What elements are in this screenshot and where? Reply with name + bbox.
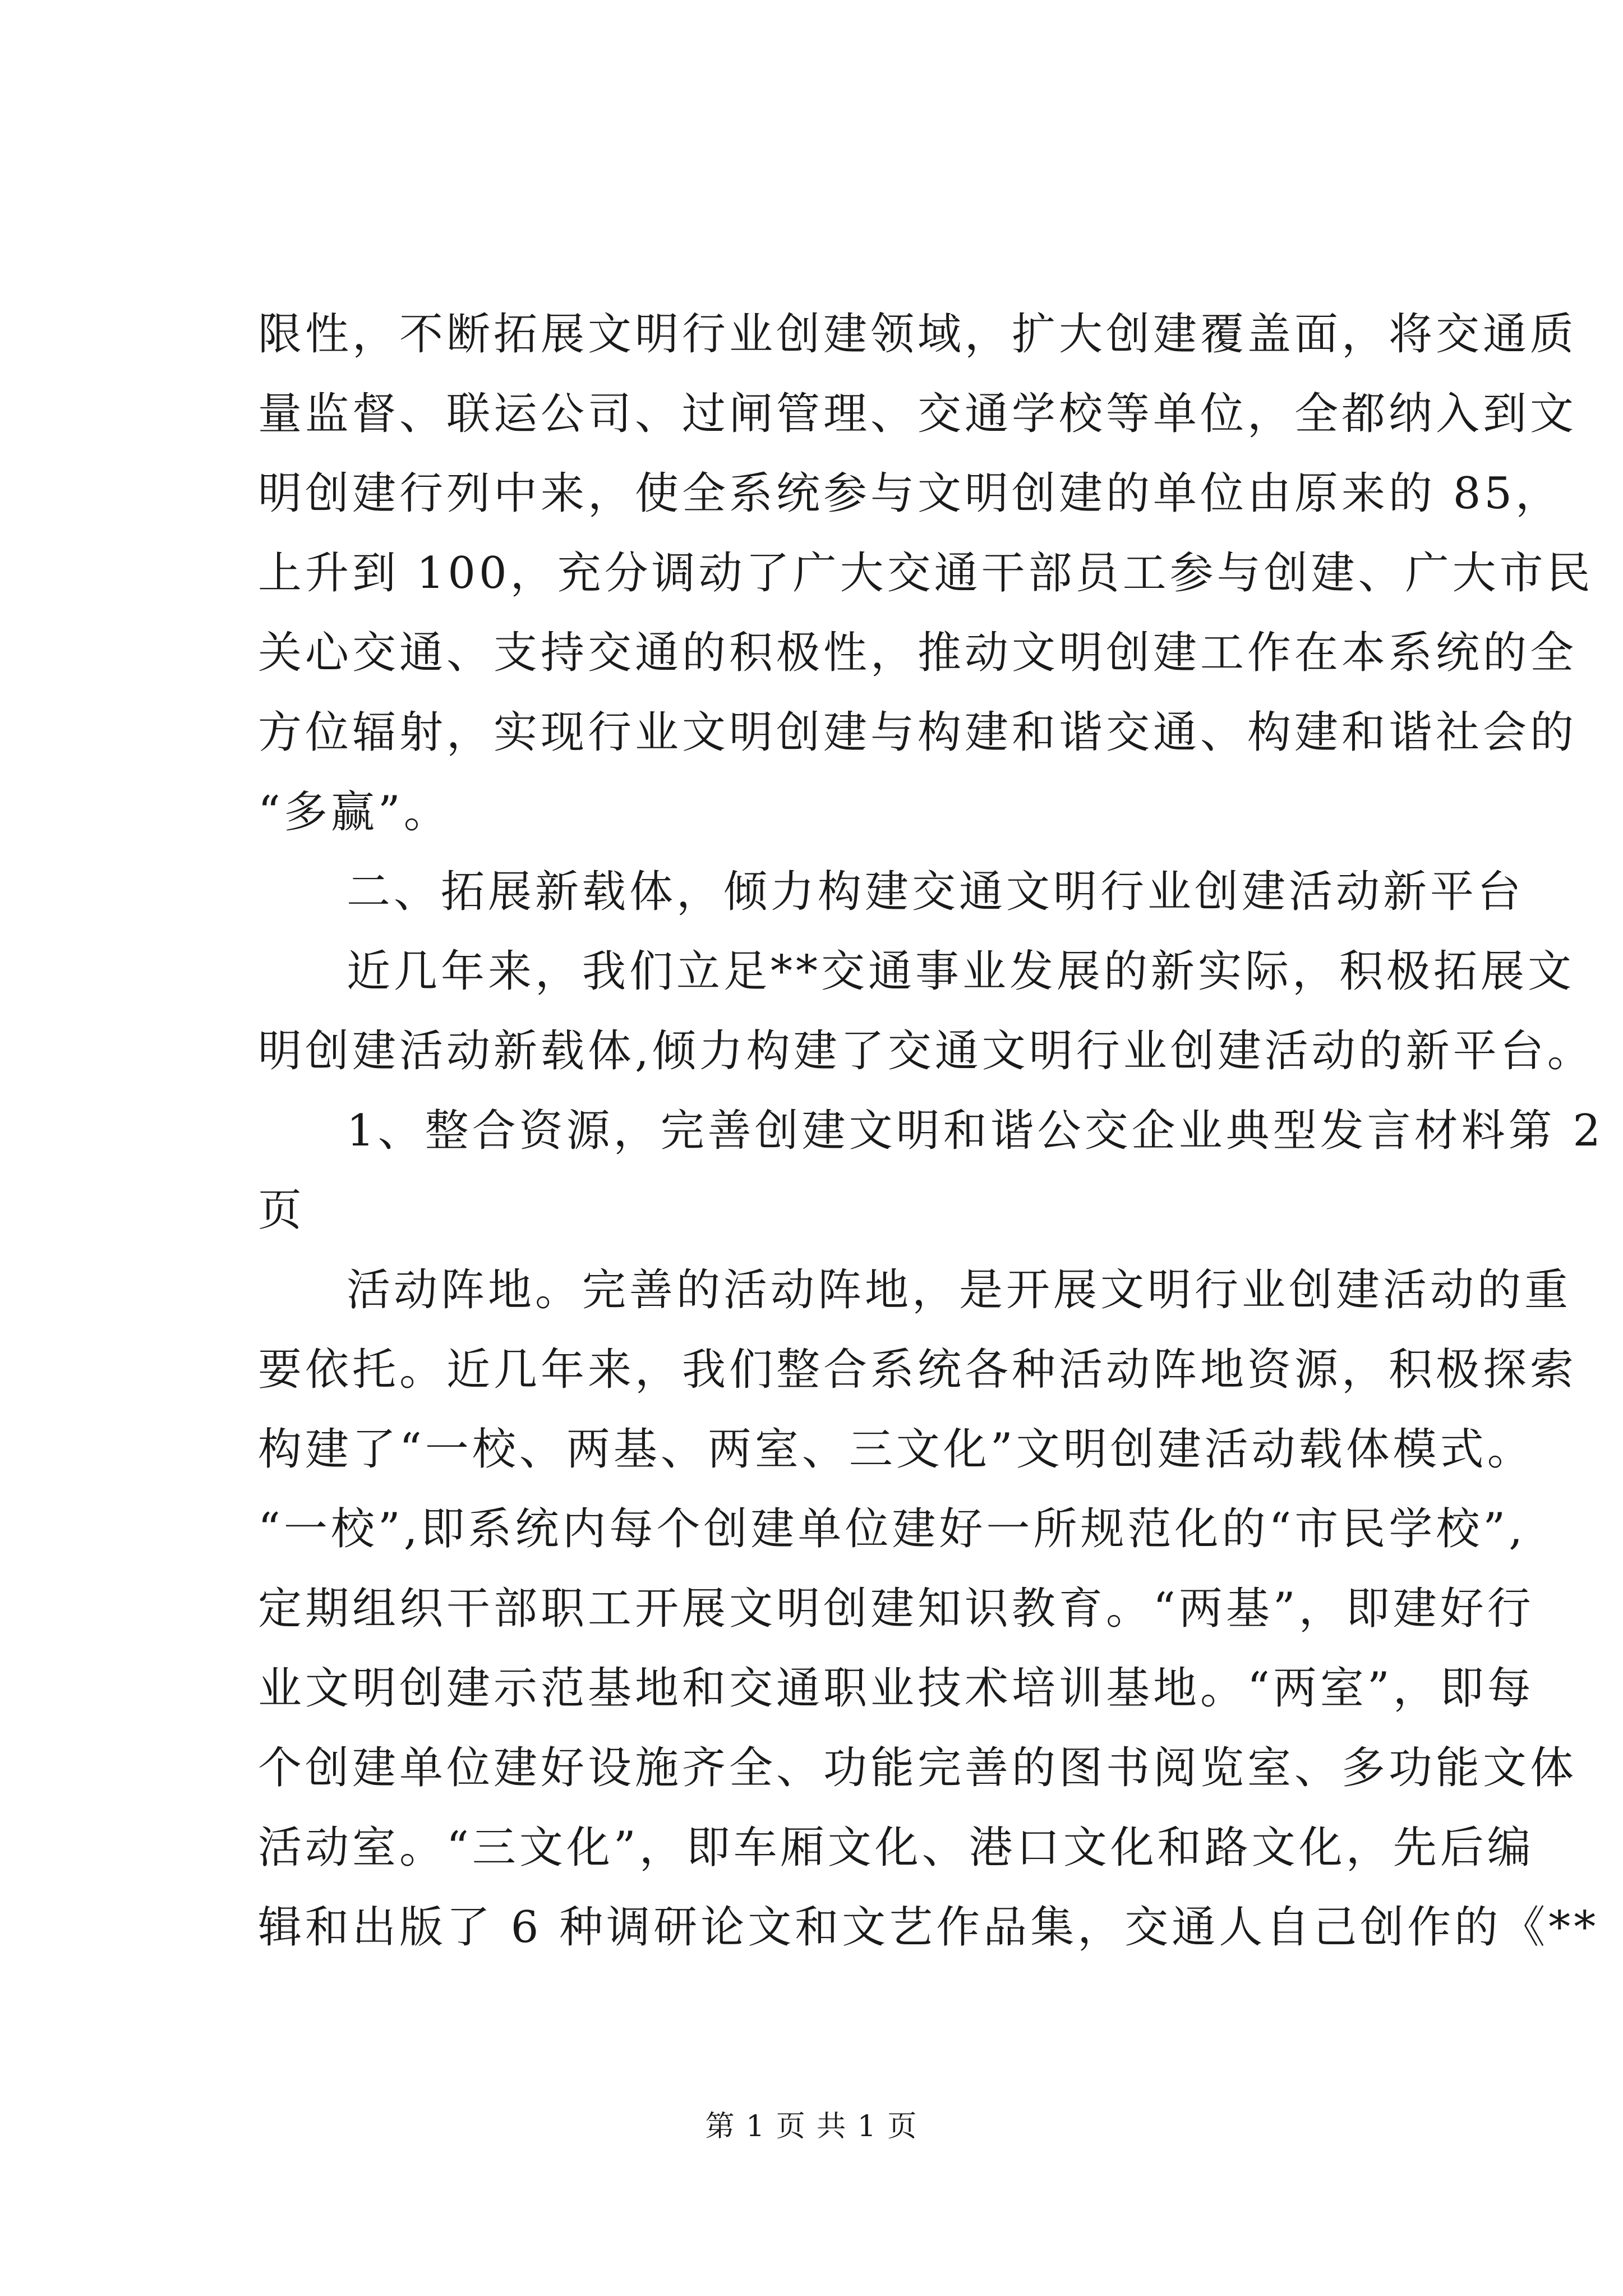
body-line: 构建了“一校、两基、两室、三文化”文明创建活动载体模式。 xyxy=(258,1424,1534,1475)
subsection-heading: 1、整合资源，完善创建文明和谐公交企业典型发言材料第 2 xyxy=(347,1106,1604,1156)
body-line: 页 xyxy=(258,1185,306,1236)
body-line: 明创建行列中来，使全系统参与文明创建的单位由原来的 85， xyxy=(258,468,1563,519)
body-line: 量监督、联运公司、过闸管理、交通学校等单位，全都纳入到文 xyxy=(258,389,1578,439)
body-line: “一校”,即系统内每个创建单位建好一所规范化的“市民学校”, xyxy=(258,1504,1527,1554)
body-line: 上升到 100，充分调动了广大交通干部员工参与创建、广大市民 xyxy=(258,548,1594,599)
body-line: 活动室。“三文化”，即车厢文化、港口文化和路文化，先后编 xyxy=(258,1823,1534,1873)
body-line: 定期组织干部职工开展文明创建知识教育。“两基”，即建好行 xyxy=(258,1584,1534,1634)
body-line: 要依托。近几年来，我们整合系统各种活动阵地资源，积极探索 xyxy=(258,1345,1578,1395)
body-line: 辑和出版了 6 种调研论文和文艺作品集，交通人自己创作的《** xyxy=(258,1902,1599,1953)
body-line: 明创建活动新载体,倾力构建了交通文明行业创建活动的新平台。 xyxy=(258,1026,1594,1076)
body-line: 业文明创建示范基地和交通职业技术培训基地。“两室”，即每 xyxy=(258,1663,1534,1714)
page-footer: 第 1 页 共 1 页 xyxy=(705,2110,918,2143)
body-line: 近几年来，我们立足**交通事业发展的新实际，积极拓展文 xyxy=(347,946,1575,997)
body-line: 关心交通、支持交通的积极性，推动文明创建工作在本系统的全 xyxy=(258,628,1578,678)
body-line: 个创建单位建好设施齐全、功能完善的图书阅览室、多功能文体 xyxy=(258,1743,1578,1793)
body-line: 活动阵地。完善的活动阵地，是开展文明行业创建活动的重 xyxy=(347,1265,1572,1315)
body-line: “多赢”。 xyxy=(258,787,451,838)
body-line: 限性，不断拓展文明行业创建领域，扩大创建覆盖面，将交通质 xyxy=(258,309,1578,360)
body-line: 方位辐射，实现行业文明创建与构建和谐交通、构建和谐社会的 xyxy=(258,707,1578,758)
section-heading: 二、拓展新载体，倾力构建交通文明行业创建活动新平台 xyxy=(347,867,1525,917)
